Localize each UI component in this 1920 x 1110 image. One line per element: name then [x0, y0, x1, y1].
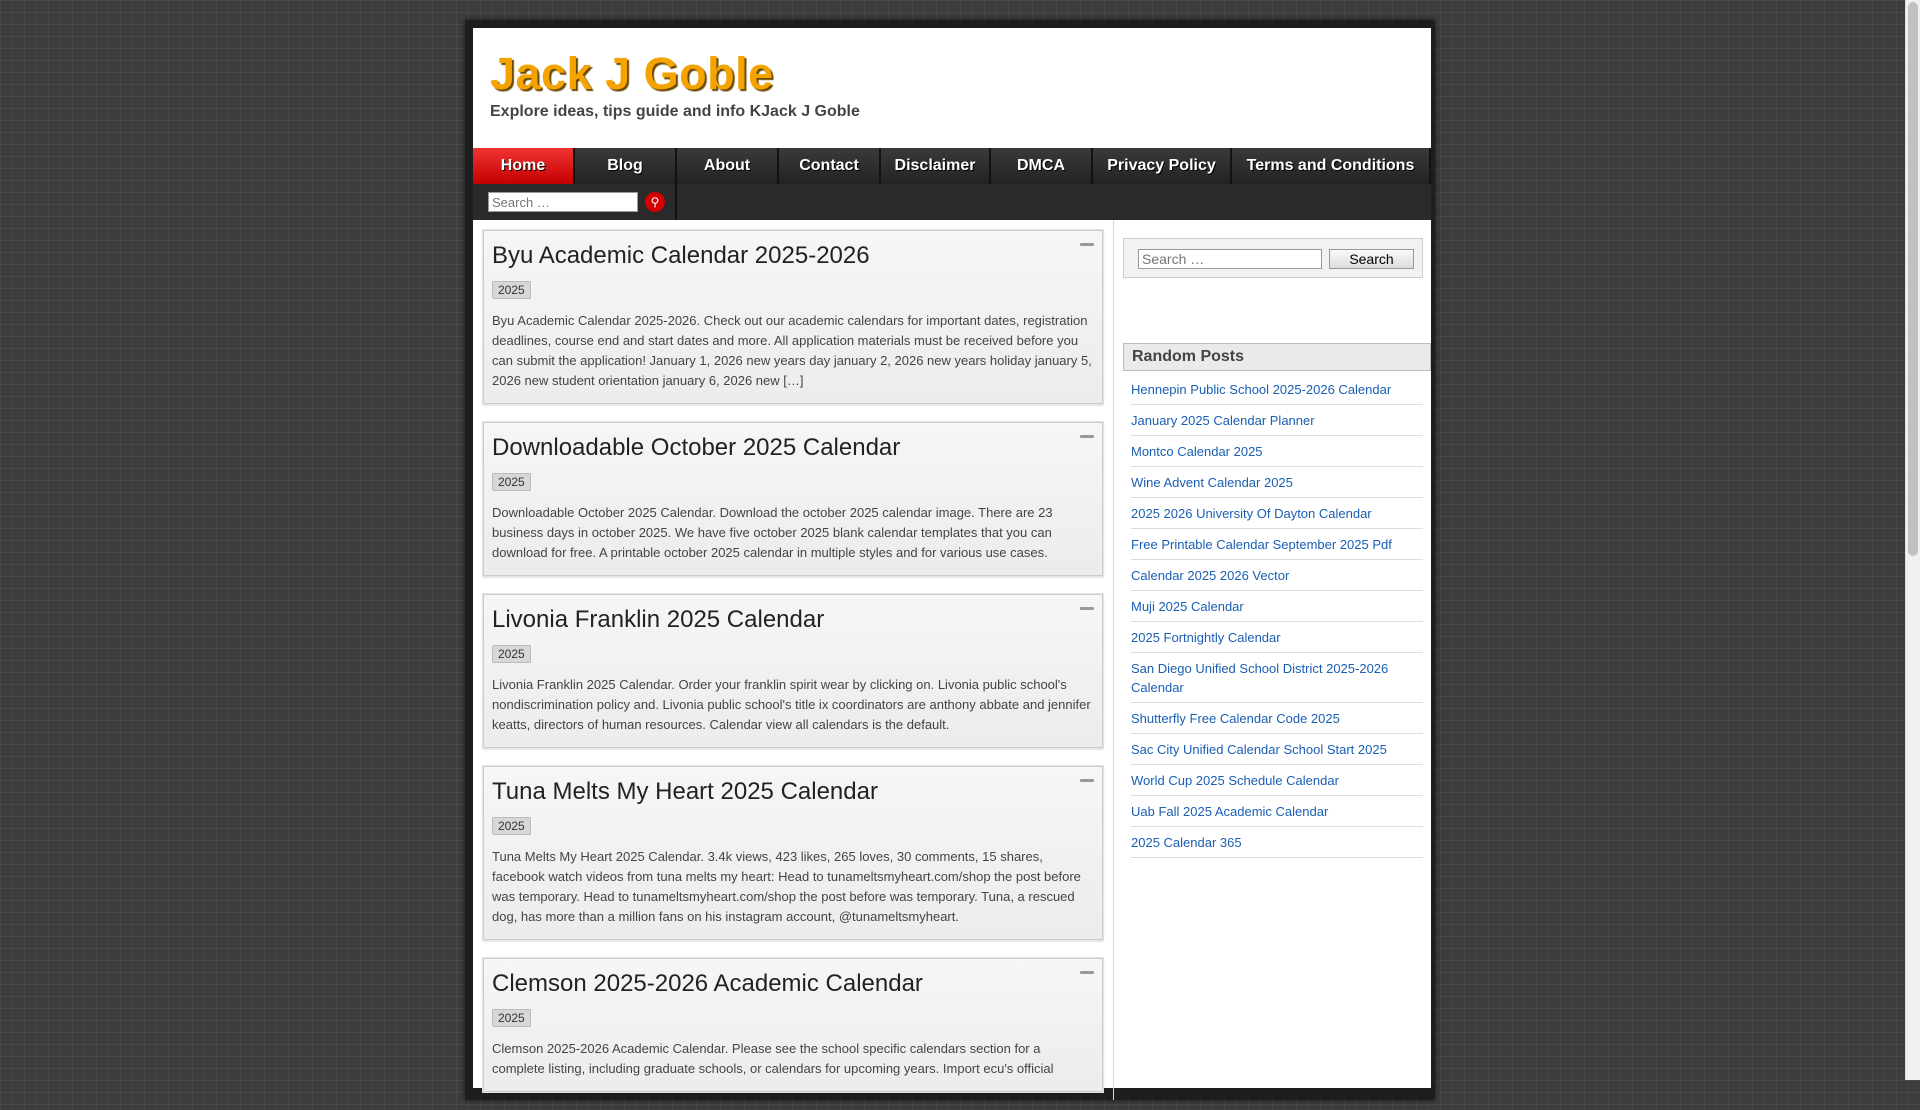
column-divider [1113, 220, 1114, 1100]
post-category-tag[interactable]: 2025 [492, 281, 531, 299]
page-scrollbar[interactable] [1905, 0, 1920, 1080]
nav-item-disclaimer[interactable]: Disclaimer [881, 148, 991, 184]
sidebar-search-button[interactable]: Search [1329, 249, 1414, 269]
nav-item-privacy-policy[interactable]: Privacy Policy [1093, 148, 1232, 184]
post-category-tag[interactable]: 2025 [492, 817, 531, 835]
random-post-link[interactable]: Uab Fall 2025 Academic Calendar [1131, 796, 1423, 827]
random-post-link[interactable]: 2025 Calendar 365 [1131, 827, 1423, 858]
random-post-link[interactable]: January 2025 Calendar Planner [1131, 405, 1423, 436]
post-menu-icon[interactable] [1080, 243, 1094, 246]
nav-item-about[interactable]: About [677, 148, 779, 184]
scrollbar-thumb[interactable] [1908, 2, 1918, 556]
random-posts-title: Random Posts [1123, 343, 1431, 371]
post-category-tag[interactable]: 2025 [492, 473, 531, 491]
post-card [483, 230, 1103, 404]
post-title[interactable]: Byu Academic Calendar 2025-2026 [492, 242, 870, 269]
site-title[interactable]: Jack J Goble [490, 48, 774, 99]
post-excerpt: Tuna Melts My Heart 2025 Calendar. 3.4k views, 423 likes, 265 loves, 30 comments, 15 shares, facebook watch videos from tuna melts my heart: Head to tunameltsmyheart.com/shop the post before was temporary. Head to tunameltsmyheart.com/shop the post before was temporary. Tuna, a rescued dog, has more than a million fans on his instagram account, @tunameltsmyheart. [492, 849, 1081, 924]
random-post-link[interactable]: Wine Advent Calendar 2025 [1131, 467, 1423, 498]
page-wrapper [465, 20, 1435, 1100]
post-category-tag[interactable]: 2025 [492, 645, 531, 663]
post-title[interactable]: Tuna Melts My Heart 2025 Calendar [492, 778, 878, 805]
post-card [483, 958, 1103, 1092]
post-excerpt: Byu Academic Calendar 2025-2026. Check out our academic calendars for important dates, registration deadlines, course end and start dates and more. All application materials must be received before you can submit the application! January 1, 2026 new years day january 2, 2026 new years holiday january 5, 2026 new student orientation january 6, 2026 new […] [492, 313, 1092, 388]
random-post-link[interactable]: 2025 Fortnightly Calendar [1131, 622, 1423, 653]
nav-item-blog[interactable]: Blog [575, 148, 677, 184]
random-post-link[interactable]: World Cup 2025 Schedule Calendar [1131, 765, 1423, 796]
post-category-tag[interactable]: 2025 [492, 1009, 531, 1027]
post-excerpt: Downloadable October 2025 Calendar. Download the october 2025 calendar image. There are 23 business days in october 2025. We have five october 2025 blank calendar templates that you can download for free. A printable october 2025 calendar in multiple styles and for various use cases. [492, 505, 1053, 560]
nav-item-terms-and-conditions[interactable]: Terms and Conditions [1232, 148, 1431, 184]
random-post-link[interactable]: Shutterfly Free Calendar Code 2025 [1131, 703, 1423, 734]
random-post-link[interactable]: Sac City Unified Calendar School Start 2025 [1131, 734, 1423, 765]
site-header [473, 28, 1431, 148]
nav-menu [473, 148, 1431, 184]
post-title[interactable]: Livonia Franklin 2025 Calendar [492, 606, 825, 633]
search-icon[interactable]: ⚲ [645, 192, 665, 212]
site-description: Explore ideas, tips guide and info KJack J Goble [490, 103, 860, 120]
random-post-link[interactable]: Free Printable Calendar September 2025 Pdf [1131, 529, 1423, 560]
random-post-link[interactable]: Muji 2025 Calendar [1131, 591, 1423, 622]
page-inner [473, 28, 1431, 1088]
nav-item-contact[interactable]: Contact [779, 148, 881, 184]
post-card [483, 422, 1103, 576]
random-post-link[interactable]: San Diego Unified School District 2025-2026 Calendar [1131, 653, 1423, 703]
random-post-link[interactable]: Montco Calendar 2025 [1131, 436, 1423, 467]
post-menu-icon[interactable] [1080, 435, 1094, 438]
nav-item-dmca[interactable]: DMCA [991, 148, 1093, 184]
main-navigation [473, 148, 1431, 220]
random-post-link[interactable]: 2025 2026 University Of Dayton Calendar [1131, 498, 1423, 529]
nav-item-home[interactable]: Home [473, 148, 575, 184]
sidebar [1123, 238, 1431, 850]
random-posts-list [1131, 374, 1423, 858]
nav-search-form [473, 184, 677, 220]
post-menu-icon[interactable] [1080, 971, 1094, 974]
sidebar-search-form [1123, 238, 1423, 278]
random-post-link[interactable]: Calendar 2025 2026 Vector [1131, 560, 1423, 591]
post-menu-icon[interactable] [1080, 607, 1094, 610]
post-title[interactable]: Clemson 2025-2026 Academic Calendar [492, 970, 923, 997]
sidebar-search-input[interactable] [1138, 249, 1322, 269]
random-post-link[interactable]: Hennepin Public School 2025-2026 Calendar [1131, 374, 1423, 405]
post-card [483, 594, 1103, 748]
post-menu-icon[interactable] [1080, 779, 1094, 782]
post-excerpt: Livonia Franklin 2025 Calendar. Order your franklin spirit wear by clicking on. Livonia public school's nondiscrimination policy and. Livonia public school's title ix coordinators are anthony abbate and jennifer keatts, directors of human resources. Calendar view all calendars is the default. [492, 677, 1091, 732]
post-title[interactable]: Downloadable October 2025 Calendar [492, 434, 901, 461]
nav-search-input[interactable] [488, 192, 638, 212]
post-list [483, 230, 1103, 1110]
post-card [483, 766, 1103, 940]
post-excerpt: Clemson 2025-2026 Academic Calendar. Please see the school specific calendars section for a complete listing, including graduate schools, or calendars for upcoming years. Import ecu's official [492, 1041, 1054, 1076]
